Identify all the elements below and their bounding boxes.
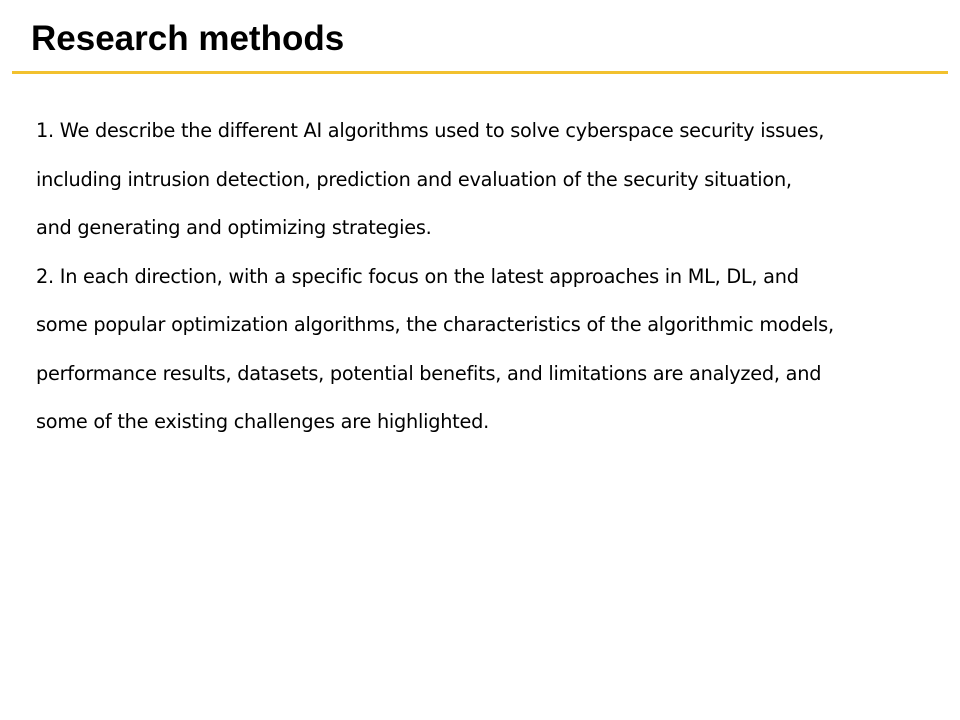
slide-body (36, 107, 958, 447)
body-line: including intrusion detection, prediction and evaluation of the security situation, (36, 167, 792, 191)
title-underline (12, 71, 948, 74)
body-line: some of the existing challenges are highlighted. (36, 410, 489, 433)
body-line: and generating and optimizing strategies. (36, 216, 432, 239)
slide-title: Research methods (31, 19, 345, 58)
body-line: performance results, datasets, potential benefits, and limitations are analyzed, and (36, 361, 822, 385)
body-line: some popular optimization algorithms, the characteristics of the algorithmic models, (36, 313, 834, 336)
body-line: 1. We describe the different AI algorithms used to solve cyberspace security issues, (36, 119, 825, 142)
body-line: 2. In each direction, with a specific focus on the latest approaches in ML, DL, and (36, 264, 799, 288)
